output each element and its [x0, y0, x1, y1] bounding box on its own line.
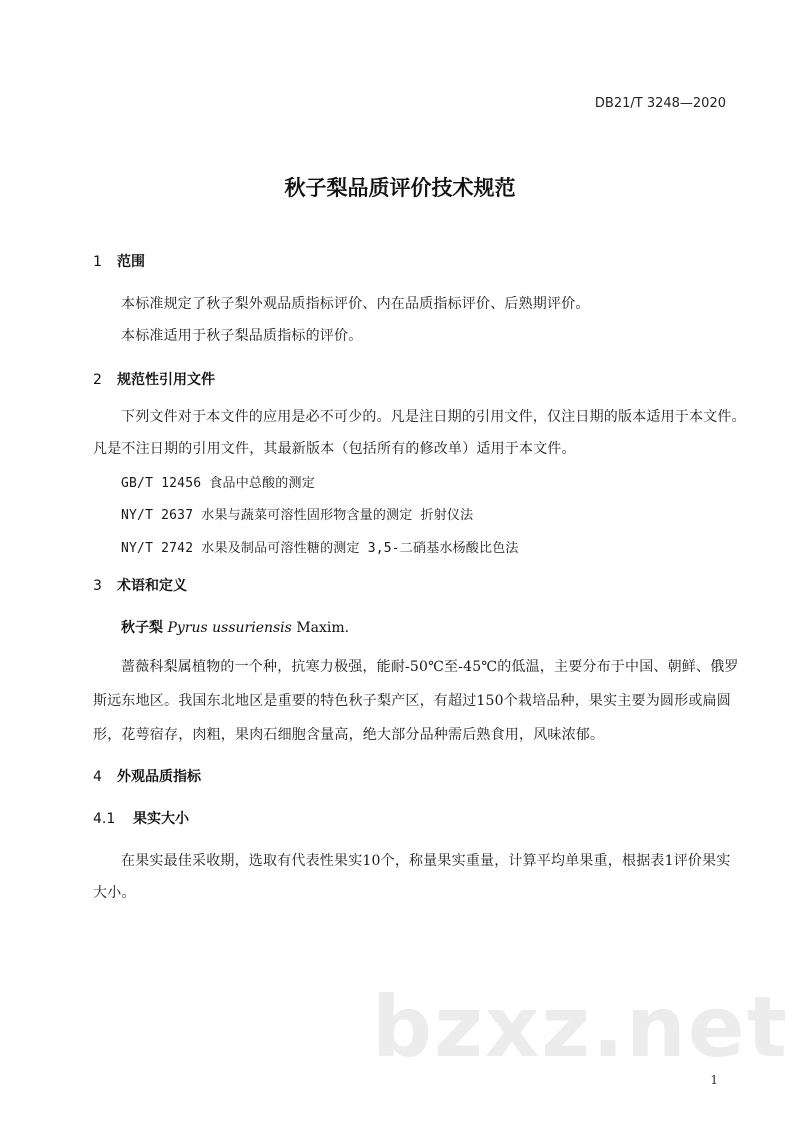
- page-number: 1: [710, 1073, 718, 1087]
- section-title: 术语和定义: [117, 578, 187, 594]
- paragraph: 本标准规定了秋子梨外观品质指标评价、内在品质指标评价、后熟期评价。: [121, 296, 590, 312]
- section-title: 规范性引用文件: [117, 372, 215, 388]
- subsection-number: 4.1: [93, 811, 116, 827]
- document-title: 秋子梨品质评价技术规范: [284, 176, 516, 200]
- paragraph: 本标准适用于秋子梨品质指标的评价。: [121, 328, 363, 344]
- paragraph-line: 凡是不注日期的引用文件，其最新版本（包括所有的修改单）适用于本文件。: [93, 441, 576, 457]
- paragraph-line: 大小。: [93, 885, 136, 901]
- term-chinese-name: 秋子梨: [121, 620, 163, 636]
- paragraph-line: 在果实最佳采收期，选取有代表性果实10个，称量果实重量，计算平均单果重，根据表1评价果实: [121, 853, 731, 869]
- reference-item: NY/T 2637 水果与蔬菜可溶性固形物含量的测定 折射仪法: [121, 508, 474, 523]
- section-number: 2: [93, 372, 102, 388]
- section-number: 3: [93, 578, 102, 594]
- definition-line: 形，花萼宿存，肉粗，果肉石细胞含量高，绝大部分品种需后熟食用，风味浓郁。: [93, 727, 605, 743]
- reference-item: GB/T 12456 食品中总酸的测定: [121, 476, 315, 491]
- term-author: Maxim.: [296, 620, 350, 636]
- section-heading-terms: [93, 575, 187, 595]
- definition-line: 蔷薇科梨属植物的一个种，抗寒力极强，能耐-50℃至-45℃的低温，主要分布于中国、朝鲜、俄罗: [121, 659, 739, 675]
- subsection-heading-fruit-size: [93, 808, 189, 828]
- term-entry: [121, 617, 349, 637]
- paragraph-line: 下列文件对于本文件的应用是必不可少的。凡是注日期的引用文件，仅注日期的版本适用于本文件。: [121, 409, 746, 425]
- definition-line: 斯远东地区。我国东北地区是重要的特色秋子梨产区，有超过150个栽培品种，果实主要为圆形或扁圆: [93, 693, 731, 709]
- section-heading-scope: [93, 251, 145, 271]
- watermark: bzxz.net: [372, 978, 789, 1076]
- section-title: 范围: [117, 254, 145, 270]
- section-title: 外观品质指标: [117, 769, 201, 785]
- reference-item: NY/T 2742 水果及制品可溶性糖的测定 3,5-二硝基水杨酸比色法: [121, 541, 519, 556]
- section-number: 4: [93, 769, 102, 785]
- document-code: DB21/T 3248—2020: [594, 96, 726, 111]
- section-heading-normative-references: [93, 369, 215, 389]
- section-number: 1: [93, 254, 102, 270]
- subsection-title: 果实大小: [133, 811, 189, 827]
- section-heading-appearance: [93, 766, 201, 786]
- term-latin-name: Pyrus ussuriensis: [167, 620, 292, 636]
